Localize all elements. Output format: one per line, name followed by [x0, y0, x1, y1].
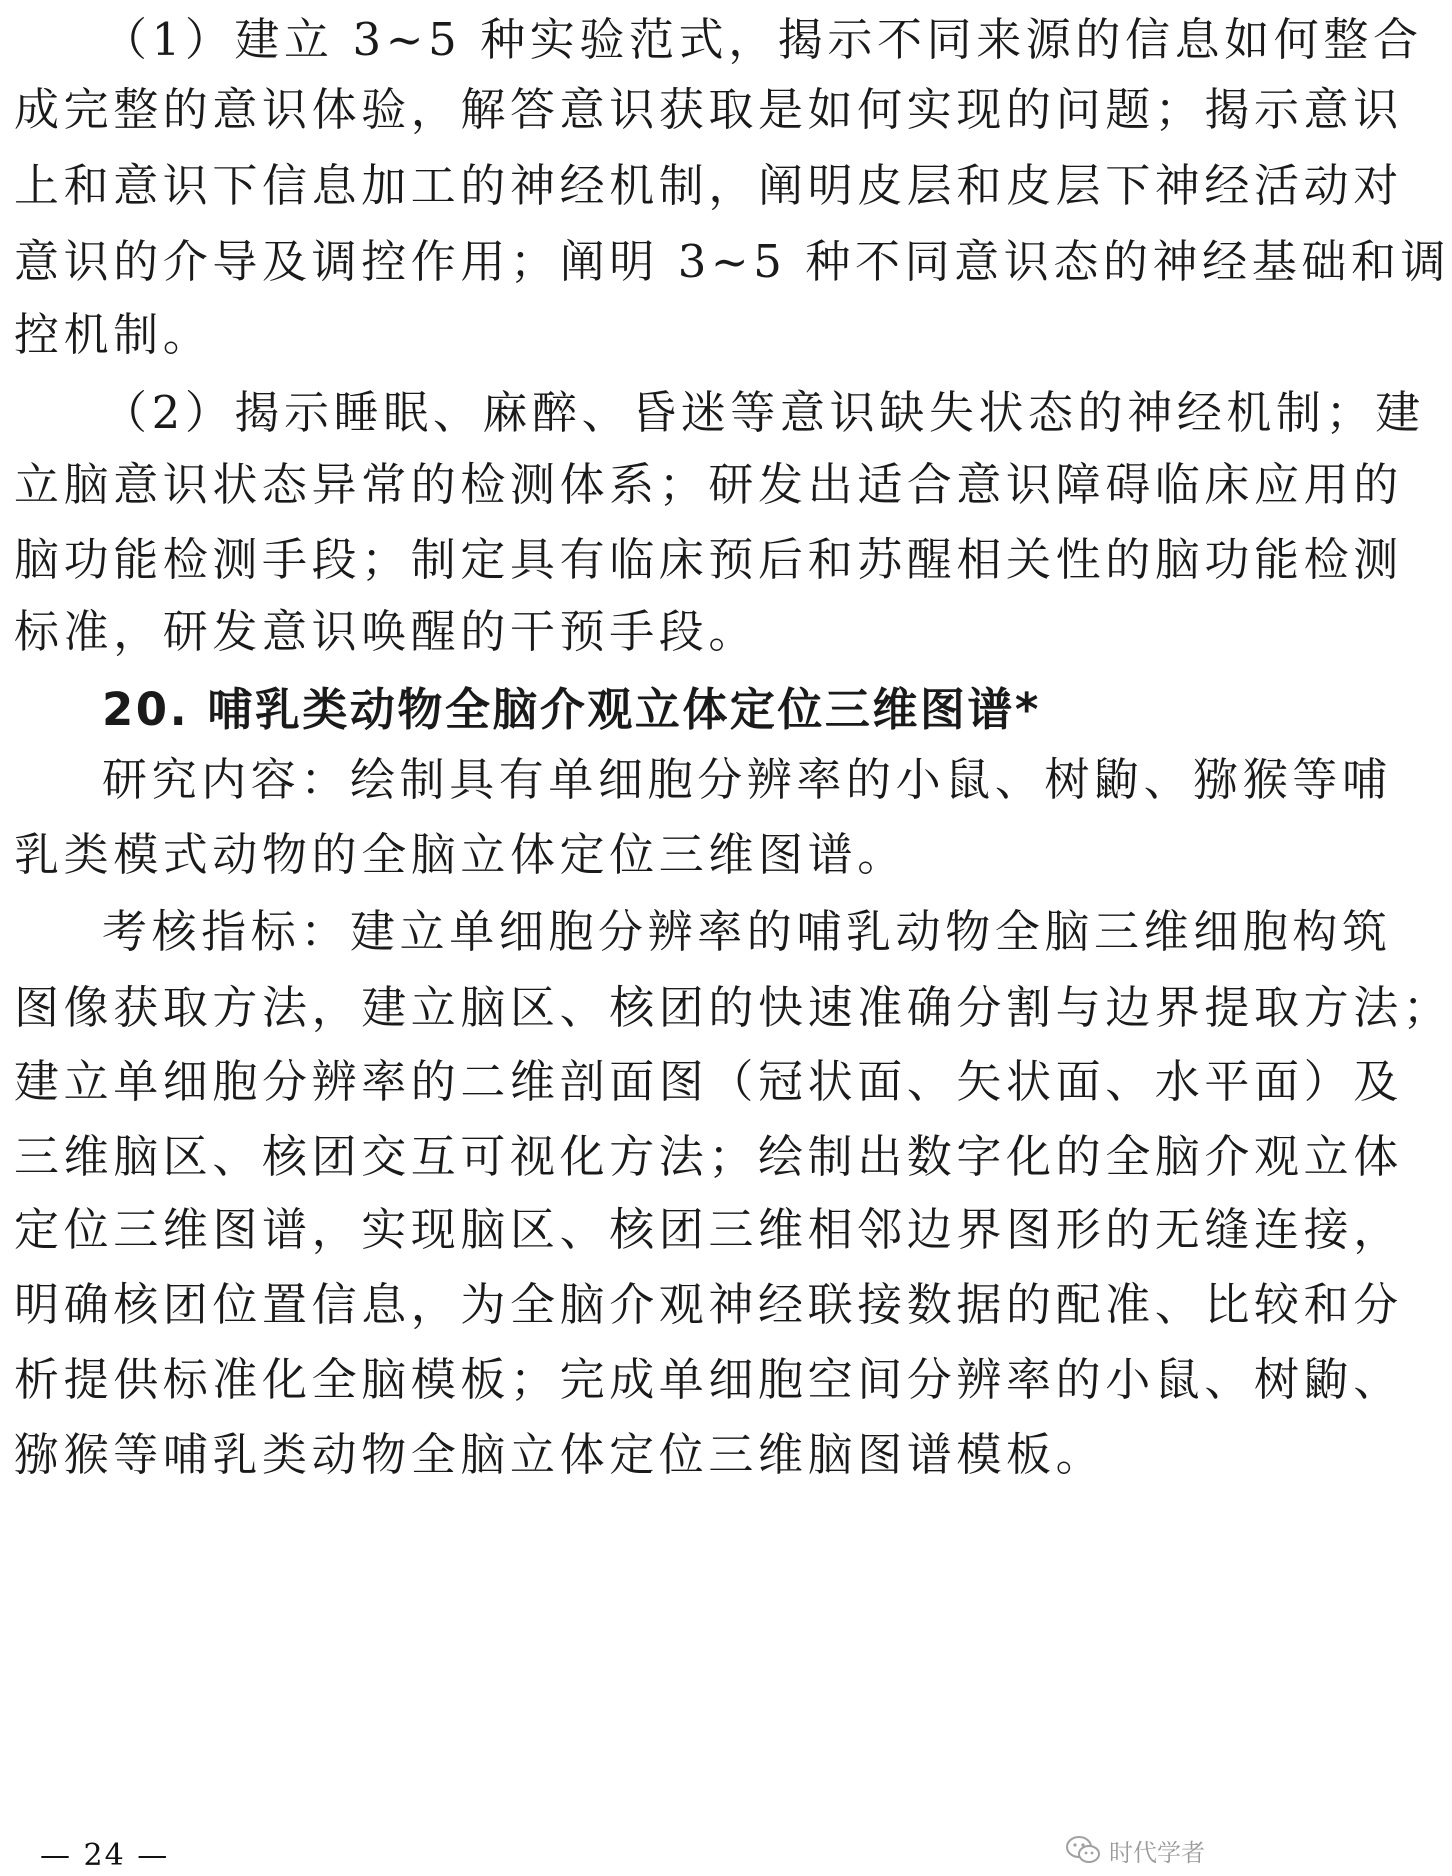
assessment-line-2: 图像获取方法，建立脑区、核团的快速准确分割与边界提取方法； [14, 981, 1452, 1034]
paragraph-2-line-3: 脑功能检测手段；制定具有临床预后和苏醒相关性的脑功能检测 [14, 533, 1403, 586]
page-number: — 24 — [40, 1838, 170, 1873]
paragraph-2-line-4: 标准，研发意识唤醒的干预手段。 [14, 605, 759, 658]
watermark-text: 时代学者 [1109, 1838, 1205, 1867]
paragraph-1-line-2: 成完整的意识体验，解答意识获取是如何实现的问题；揭示意识 [14, 83, 1403, 136]
assessment-line-5: 定位三维图谱，实现脑区、核团三维相邻边界图形的无缝连接， [14, 1203, 1403, 1256]
paragraph-1-line-1: （1）建立 3~5 种实验范式，揭示不同来源的信息如何整合 [102, 13, 1423, 66]
source-watermark [1065, 1830, 1205, 1870]
section-heading: 20. 哺乳类动物全脑介观立体定位三维图谱* [102, 683, 1041, 736]
assessment-line-4: 三维脑区、核团交互可视化方法；绘制出数字化的全脑介观立体 [14, 1130, 1403, 1183]
wechat-icon [1065, 1835, 1101, 1865]
assessment-line-7: 析提供标准化全脑模板；完成单细胞空间分辨率的小鼠、树鼩、 [14, 1353, 1403, 1406]
paragraph-2-line-2: 立脑意识状态异常的检测体系；研发出适合意识障碍临床应用的 [14, 458, 1403, 511]
assessment-line-1: 考核指标：建立单细胞分辨率的哺乳动物全脑三维细胞构筑 [102, 905, 1392, 958]
research-content-line-1: 研究内容：绘制具有单细胞分辨率的小鼠、树鼩、猕猴等哺 [102, 753, 1392, 806]
paragraph-1-line-3: 上和意识下信息加工的神经机制，阐明皮层和皮层下神经活动对 [14, 159, 1403, 212]
assessment-line-6: 明确核团位置信息，为全脑介观神经联接数据的配准、比较和分 [14, 1278, 1403, 1331]
paragraph-1-line-5: 控机制。 [14, 308, 213, 361]
assessment-line-8: 猕猴等哺乳类动物全脑立体定位三维脑图谱模板。 [14, 1428, 1106, 1481]
paragraph-1-line-4: 意识的介导及调控作用；阐明 3~5 种不同意识态的神经基础和调 [14, 235, 1451, 288]
assessment-line-3: 建立单细胞分辨率的二维剖面图（冠状面、矢状面、水平面）及 [14, 1055, 1403, 1108]
research-content-line-2: 乳类模式动物的全脑立体定位三维图谱。 [14, 828, 907, 881]
paragraph-2-line-1: （2）揭示睡眠、麻醉、昏迷等意识缺失状态的神经机制；建 [102, 386, 1425, 439]
